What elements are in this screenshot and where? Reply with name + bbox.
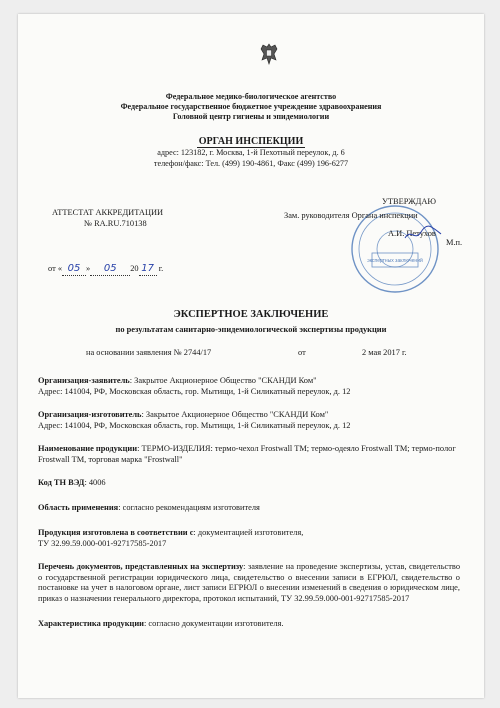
applicant-label: Организация-заявитель [38, 376, 130, 385]
manufacturer-label: Организация-изготовитель [38, 410, 142, 419]
approver-position: Зам. руководителя Органа инспекции [284, 211, 418, 220]
documents-section [38, 562, 460, 604]
date-year: 17 [139, 264, 157, 276]
handwritten-signature [403, 224, 443, 244]
code-value: : 4006 [84, 478, 106, 487]
date-day: 05 [62, 264, 86, 276]
manufacturer-value: : Закрытое Акционерное Общество "СКАНДИ Ком" [141, 410, 329, 419]
document-subtitle: по результатам санитарно-эпидемиологической экспертизы продукции [115, 325, 387, 334]
code-label: Код ТН ВЭД [38, 478, 85, 487]
stamp-mark: М.п. [446, 238, 463, 247]
date-line: от « 05 » 05 20 17 г. [48, 263, 164, 274]
document-page [18, 14, 484, 698]
documents-value: : заявление на проведение экспертизы, устав, свидетельство о государственной регистрации юридического лица, свидетельство о внесении записи в ЕГРЮЛ, свидетельство о постановке на учет в налоговом органе, лист записи ЕГРЮЛ о внесении изменений в сведения о юридическом лице, приказ о назначении генерального директора, протокол испытаний, ТУ 32.99.59.000-001-92717585-2017 [38, 562, 461, 603]
accreditation-title: АТТЕСТАТ АККРЕДИТАЦИИ [52, 208, 164, 217]
manufacturer-section [38, 410, 460, 431]
produced-spec: ТУ 32.99.59.000-001-92717585-2017 [38, 538, 167, 548]
product-label: Наименование продукции [38, 444, 138, 453]
scope-section [38, 503, 460, 514]
organ-title: ОРГАН ИНСПЕКЦИИ [198, 136, 304, 147]
agency-line-3: Головной центр гигиены и эпидемиологии [172, 112, 330, 121]
scope-label: Область применения [38, 503, 119, 512]
document-title: ЭКСПЕРТНОЕ ЗАКЛЮЧЕНИЕ [173, 309, 329, 320]
basis-from: от [298, 348, 306, 357]
applicant-address: Адрес: 141004, РФ, Московская область, гор. Мытищи, 1-й Силикатный переулок, д. 12 [38, 386, 351, 396]
produced-label: Продукция изготовлена в соответствии с [38, 528, 194, 537]
coat-of-arms-emblem [258, 42, 280, 66]
produced-value: : документацией изготовителя, [193, 528, 304, 537]
date-month: 05 [90, 264, 130, 276]
manufacturer-address: Адрес: 141004, РФ, Московская область, гор. Мытищи, 1-й Силикатный переулок, д. 12 [38, 420, 351, 430]
characteristics-value: : согласно документации изготовителя. [144, 619, 284, 628]
agency-line-2: Федеральное государственное бюджетное учреждение здравоохранения [120, 102, 382, 111]
product-section [38, 444, 460, 465]
product-value: : ТЕРМО-ИЗДЕЛИЯ: термо-чехол Frostwall TM; термо-одеяло Frostwall TM; термо-полог Frostwall TM, торговая марка "Frostwall" [38, 444, 456, 464]
agency-line-1: Федеральное медико-биологическое агентство [165, 92, 337, 101]
code-section [38, 478, 460, 489]
stamp-text: экспертных заключений [367, 258, 423, 264]
scope-value: : согласно рекомендациям изготовителя [118, 503, 260, 512]
approver-name: А.И. Петухов [388, 229, 436, 238]
applicant-value: : Закрытое Акционерное Общество "СКАНДИ Ком" [129, 376, 317, 385]
basis-date: 2 мая 2017 г. [362, 348, 407, 357]
organ-address: адрес: 123182, г. Москва, 1-й Пехотный переулок, д. 6 [157, 148, 345, 157]
documents-label: Перечень документов, представленных на экспертизу [38, 562, 244, 571]
organ-phone: телефон/факс: Тел. (499) 190-4861, Факс (499) 196-6277 [153, 159, 349, 168]
accreditation-number: № RA.RU.710138 [84, 219, 147, 228]
produced-section [38, 528, 460, 549]
approve-label: УТВЕРЖДАЮ [382, 197, 436, 206]
basis-text: на основании заявления № 2744/17 [86, 348, 212, 357]
characteristics-section [38, 619, 460, 630]
characteristics-label: Характеристика продукции [38, 619, 145, 628]
applicant-section [38, 376, 460, 397]
